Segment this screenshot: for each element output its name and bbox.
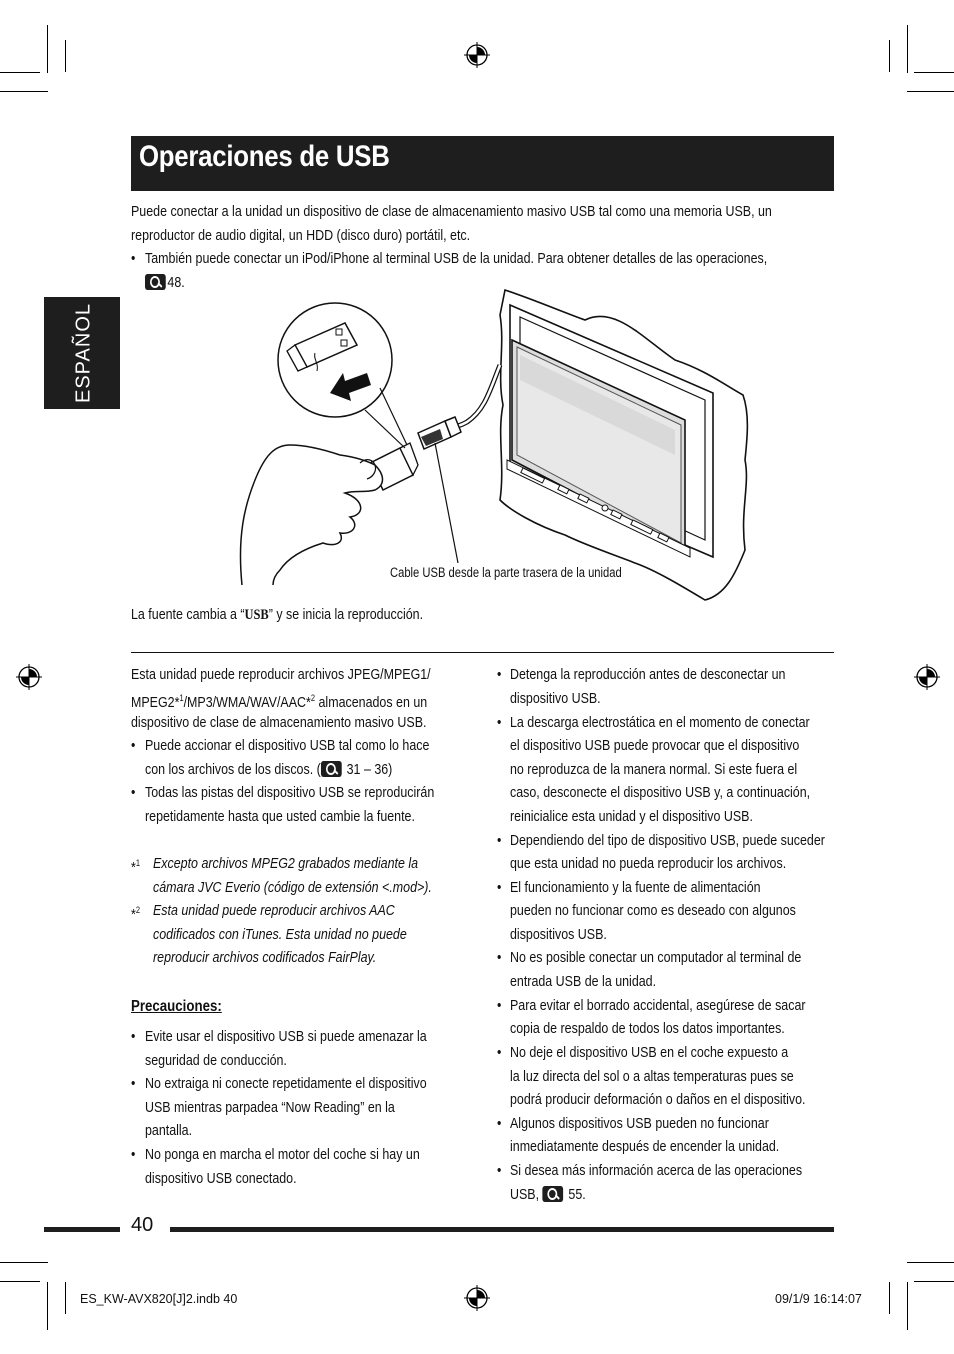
list-item: USB, 55. (510, 1186, 586, 1203)
list-item: reinicialice esta unidad y el dispositivo USB. (510, 808, 753, 825)
bullet-dot: • (497, 949, 502, 966)
bullet-dot: • (131, 250, 136, 267)
footnote-marker: *$^2$ (131, 905, 141, 923)
crop-mark (907, 91, 954, 92)
crop-mark (907, 1262, 954, 1263)
list-item: dispositivo USB. (510, 690, 601, 707)
crop-mark (47, 1282, 48, 1330)
list-item: Todas las pistas del dispositivo USB se reproducirán (145, 784, 435, 801)
intro-line: Puede conectar a la unidad un dispositivo de clase de almacenamiento masivo USB tal como una memoria USB, un (131, 203, 772, 220)
section-divider (131, 652, 834, 653)
list-item: La descarga electrostática en el momento de conectar (510, 714, 810, 731)
crop-mark (907, 1282, 908, 1330)
list-item: el dispositivo USB puede provocar que el dispositivo (510, 737, 800, 754)
footnote-marker: *$^1$ (131, 858, 141, 876)
bullet-dot: • (497, 1162, 502, 1179)
list-item: caso, desconecte el dispositivo USB y, a continuación, (510, 784, 811, 801)
list-item: inmediatamente después de encender la unidad. (510, 1138, 780, 1155)
list-item: No extraiga ni conecte repetidamente el dispositivo (145, 1075, 427, 1092)
body-text: Esta unidad puede reproducir archivos JPEG/MPEG1/ (131, 666, 431, 683)
magnifier-icon (543, 1186, 564, 1202)
list-item: que esta unidad no pueda reproducir los archivos. (510, 855, 787, 872)
list-item: con los archivos de los discos. ( 31 – 36) (145, 761, 393, 778)
crop-mark (889, 1282, 890, 1314)
precautions-heading: Precauciones: (131, 998, 222, 1015)
footnote: Excepto archivos MPEG2 grabados mediante la (153, 855, 419, 872)
registration-mark-icon (914, 664, 940, 690)
crop-mark (65, 1282, 66, 1314)
usb-connection-illustration (235, 285, 755, 605)
footnote: Esta unidad puede reproducir archivos AAC (153, 902, 395, 919)
figure-caption: Cable USB desde la parte trasera de la unidad (390, 565, 622, 580)
footnote: cámara JVC Everio (código de extensión <.mod>). (153, 879, 432, 896)
list-item: pueden no funcionar como es deseado con algunos (510, 902, 796, 919)
list-item: Puede accionar el dispositivo USB tal como lo hace (145, 737, 430, 754)
bullet-dot: • (497, 1115, 502, 1132)
crop-mark (0, 1281, 40, 1282)
page-title: Operaciones de USB (139, 140, 390, 173)
bullet-dot: • (497, 714, 502, 731)
list-item: Evite usar el dispositivo USB si puede amenazar la (145, 1028, 427, 1045)
crop-mark (907, 25, 908, 73)
list-item: USB mientras parpadea “Now Reading” en la (145, 1099, 395, 1116)
body-text: MPEG2*$^1$/MP3/WMA/WAV/AAC*$^2$ almacenados en un (131, 693, 428, 711)
bullet-dot: • (131, 1075, 136, 1092)
list-item: El funcionamiento y la fuente de alimentación (510, 879, 761, 896)
footnote: reproducir archivos codificados FairPlay. (153, 949, 377, 966)
magnifier-icon (145, 274, 166, 290)
list-item: No es posible conectar un computador al terminal de (510, 949, 802, 966)
list-item: dispositivos USB. (510, 926, 607, 943)
print-file-info: ES_KW-AVX820[J]2.indb 40 (80, 1292, 238, 1306)
page-bar-right (170, 1227, 834, 1232)
list-item: Para evitar el borrado accidental, asegúrese de sacar (510, 997, 806, 1014)
magnifier-icon (321, 761, 342, 777)
crop-mark (0, 72, 40, 73)
bullet-dot: • (131, 1028, 136, 1045)
list-item: copia de respaldo de todos los datos importantes. (510, 1020, 785, 1037)
crop-mark (889, 40, 890, 72)
registration-mark-icon (16, 664, 42, 690)
list-item: no reproduzca de la manera normal. Si este fuera el (510, 761, 798, 778)
bullet-dot: • (497, 997, 502, 1014)
registration-mark-icon (464, 42, 490, 68)
bullet-dot: • (497, 1044, 502, 1061)
list-item: Algunos dispositivos USB pueden no funcionar (510, 1115, 769, 1132)
intro-line: reproductor de audio digital, un HDD (disco duro) portátil, etc. (131, 227, 471, 244)
source-change-text: La fuente cambia a “USB” y se inicia la reproducción. (131, 606, 424, 623)
crop-mark (914, 72, 954, 73)
footnote: codificados con iTunes. Esta unidad no puede (153, 926, 407, 943)
registration-mark-icon (464, 1285, 490, 1311)
crop-mark (914, 1281, 954, 1282)
bullet-dot: • (497, 832, 502, 849)
bullet-dot: • (131, 1146, 136, 1163)
page-number: 40 (131, 1214, 154, 1236)
bullet-dot: • (131, 737, 136, 754)
language-tab-label: ESPAÑOL (72, 303, 95, 403)
page-bar-left (44, 1227, 120, 1232)
intro-bullet-ref: 48. (145, 271, 185, 295)
list-item: entrada USB de la unidad. (510, 973, 657, 990)
list-item: No ponga en marcha el motor del coche si hay un (145, 1146, 420, 1163)
list-item: podrá producir deformación o daños en el dispositivo. (510, 1091, 806, 1108)
bullet-dot: • (497, 879, 502, 896)
crop-mark (65, 40, 66, 72)
list-item: seguridad de conducción. (145, 1052, 287, 1069)
bullet-dot: • (131, 784, 136, 801)
intro-bullet: También puede conectar un iPod/iPhone al terminal USB de la unidad. Para obtener detalles de las operaciones, (145, 250, 768, 267)
list-item: Si desea más información acerca de las operaciones (510, 1162, 803, 1179)
bullet-dot: • (497, 666, 502, 683)
list-item: No deje el dispositivo USB en el coche expuesto a (510, 1044, 789, 1061)
list-item: Detenga la reproducción antes de desconectar un (510, 666, 786, 683)
crop-mark (47, 25, 48, 73)
body-text: dispositivo de clase de almacenamiento masivo USB. (131, 714, 427, 731)
list-item: repetidamente hasta que usted cambie la fuente. (145, 808, 415, 825)
list-item: Dependiendo del tipo de dispositivo USB, puede suceder (510, 832, 825, 849)
list-item: dispositivo USB conectado. (145, 1170, 297, 1187)
print-timestamp: 09/1/9 16:14:07 (775, 1292, 862, 1306)
list-item: pantalla. (145, 1122, 193, 1139)
crop-mark (0, 1262, 48, 1263)
crop-mark (0, 91, 48, 92)
list-item: la luz directa del sol o a altas temperaturas pues se (510, 1068, 794, 1085)
